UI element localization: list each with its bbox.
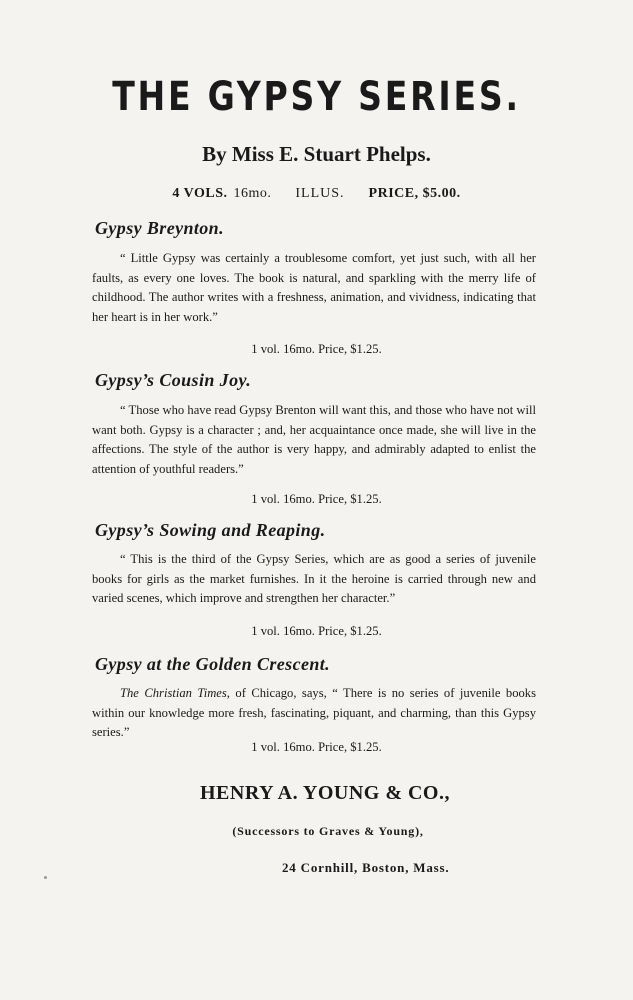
book-title: Gypsy’s Sowing and Reaping. xyxy=(95,520,326,540)
specs-vols: 4 VOLS. xyxy=(172,186,228,201)
book-review: “ Those who have read Gypsy Brenton will want this, and those who have not will want both. Gypsy is a character ; and, her acquaintance once made, she will live in the affections. The style of the author is very happy, and admirably adapted to enlist the attention of youthful readers.” xyxy=(92,403,536,476)
book-title: Gypsy Breynton. xyxy=(95,218,224,238)
series-specs xyxy=(0,186,633,202)
specs-size: 16mo. xyxy=(233,186,272,201)
publisher-name: HENRY A. YOUNG & CO., xyxy=(200,782,450,804)
book-review: “ This is the third of the Gypsy Series, which are as good a series of juvenile books for girls as the market furnishes. In it the heroine is carried through new and varied scenes, which improve and strengthen her character.” xyxy=(92,552,536,605)
book-price: 1 vol. 16mo. Price, $1.25. xyxy=(251,342,382,356)
book-price: 1 vol. 16mo. Price, $1.25. xyxy=(251,740,382,754)
paper-speck xyxy=(44,876,47,879)
specs-illus: ILLUS. xyxy=(295,186,345,201)
book-review: “ Little Gypsy was certainly a troublesome comfort, yet just such, with all her faults, as every one loves. The book is natural, and sparkling with the merry life of childhood. The author writes with a freshness, animation, and vividness, indicating that her heart is in her work.” xyxy=(92,251,536,324)
publisher-address: 24 Cornhill, Boston, Mass. xyxy=(282,860,450,875)
review-text: , of Chicago, says, “ There is no series of juvenile books within our knowledge more fresh, fascinating, piquant, and charming, than this Gypsy series.” xyxy=(92,686,536,739)
book-title: Gypsy at the Golden Crescent. xyxy=(95,654,331,674)
publisher-successors: (Successors to Graves & Young), xyxy=(232,824,424,838)
specs-price: PRICE, $5.00. xyxy=(368,186,461,201)
review-source: The Christian Times xyxy=(120,686,227,700)
book-title: Gypsy’s Cousin Joy. xyxy=(95,370,252,390)
book-review xyxy=(92,684,536,743)
author-line: By Miss E. Stuart Phelps. xyxy=(202,142,431,166)
page-title: THE GYPSY SERIES. xyxy=(112,74,521,120)
book-price: 1 vol. 16mo. Price, $1.25. xyxy=(251,492,382,506)
book-price: 1 vol. 16mo. Price, $1.25. xyxy=(251,624,382,638)
